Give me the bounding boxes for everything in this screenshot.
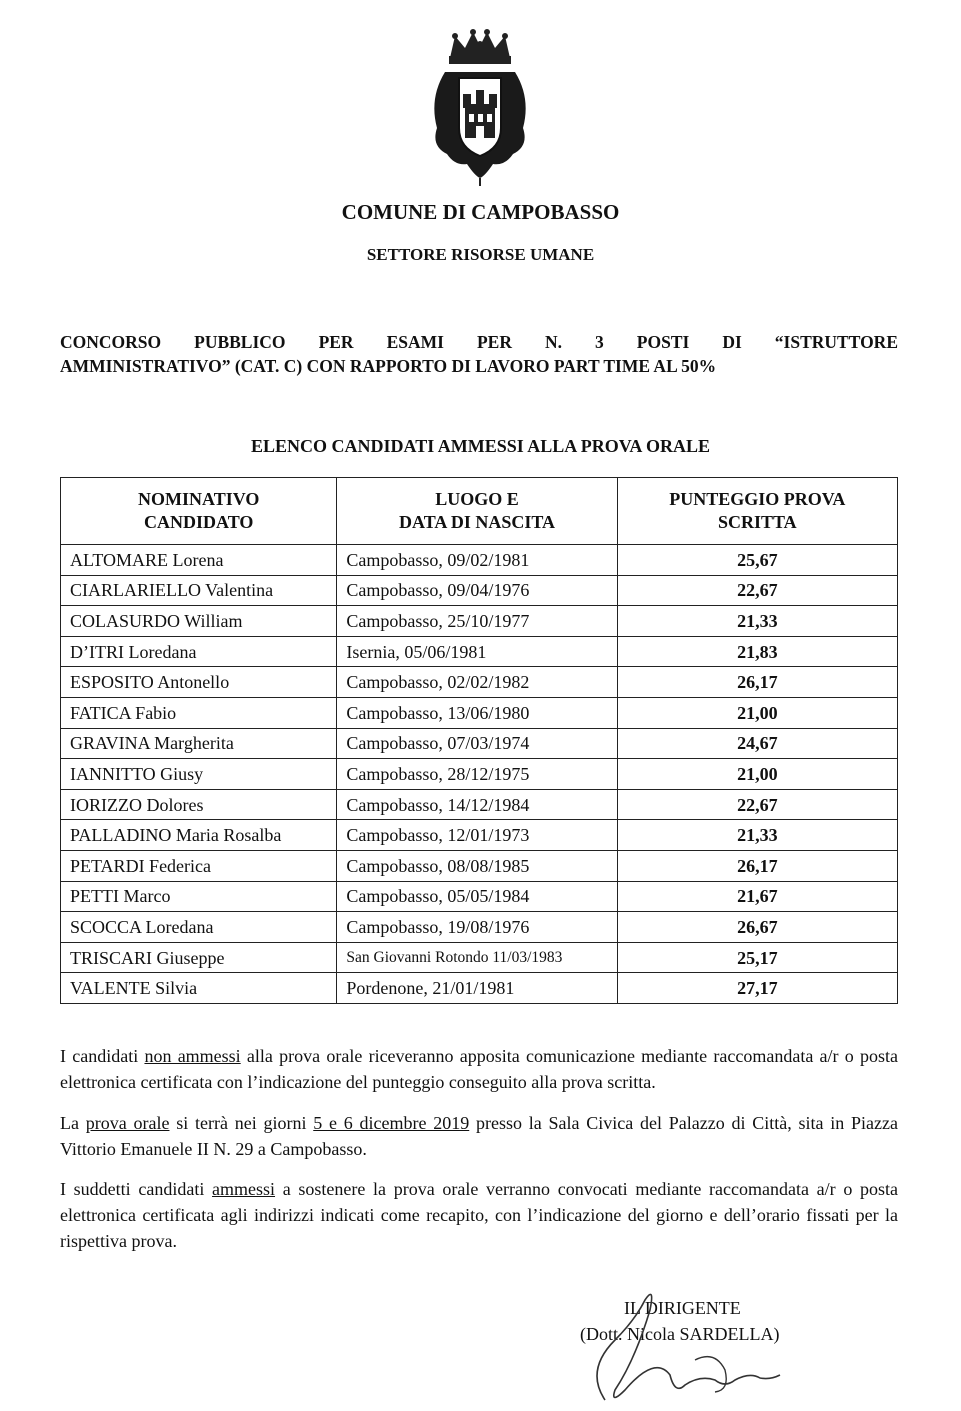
birth-place-date: Campobasso, 12/01/1973 [337, 820, 617, 851]
candidate-name: VALENTE Silvia [61, 973, 337, 1004]
header-score-line2: SCRITTA [717, 512, 797, 532]
birth-place-date: Campobasso, 19/08/1976 [337, 912, 617, 943]
candidate-name: FATICA Fabio [61, 697, 337, 728]
written-score: 21,00 [617, 759, 897, 790]
birth-place-date: San Giovanni Rotondo 11/03/1983 [337, 942, 617, 973]
table-row [61, 636, 898, 667]
text-segment: a sostenere la prova orale verranno convocati mediante raccomandata a/r o posta elettronica certificata agli indirizzi indicati come recapito, con l’indicazione del giorno e dell’orario fissati per la rispettiva prova. [60, 1179, 898, 1251]
table-row [61, 575, 898, 606]
text-segment: si terrà nei giorni [169, 1113, 314, 1133]
table-row [61, 850, 898, 881]
written-score: 22,67 [617, 789, 897, 820]
candidates-table [60, 477, 898, 1004]
birth-place-date: Campobasso, 09/04/1976 [337, 575, 617, 606]
written-score: 26,17 [617, 667, 897, 698]
candidate-name: SCOCCA Loredana [61, 912, 337, 943]
written-score: 25,67 [617, 545, 897, 576]
birth-place-date: Isernia, 05/06/1981 [337, 636, 617, 667]
written-score: 22,67 [617, 575, 897, 606]
header-birth-line1: LUOGO E [435, 489, 519, 509]
candidate-name: IORIZZO Dolores [61, 789, 337, 820]
handwritten-signature [575, 1280, 835, 1410]
paragraph-oral-exam-dates [60, 1110, 898, 1162]
competition-title-line1: CONCORSO PUBBLICO PER ESAMI PER N. 3 POSTI DI “ISTRUTTORE [60, 332, 898, 352]
signer-name: (Dott. Nicola SARDELLA) [580, 1324, 780, 1344]
header-score [617, 478, 897, 545]
underlined-date: 5 e 6 dicembre 2019 [313, 1113, 470, 1133]
written-score: 21,00 [617, 697, 897, 728]
list-title: ELENCO CANDIDATI AMMESSI ALLA PROVA ORALE [251, 436, 710, 456]
birth-place-date: Campobasso, 14/12/1984 [337, 789, 617, 820]
written-score: 21,83 [617, 636, 897, 667]
written-score: 21,33 [617, 820, 897, 851]
text-segment: presso la Sala Civica del Palazzo di Città, sita in Piazza Vittorio Emanuele II N. 29 a Campobasso. [60, 1113, 898, 1159]
underlined-text: ammessi [212, 1179, 276, 1199]
header-score-line1: PUNTEGGIO PROVA [669, 489, 846, 509]
text-segment: La [60, 1113, 86, 1133]
candidate-name: COLASURDO William [61, 606, 337, 637]
birth-place-date: Pordenone, 21/01/1981 [337, 973, 617, 1004]
table-row [61, 912, 898, 943]
birth-place-date: Campobasso, 28/12/1975 [337, 759, 617, 790]
birth-place-date: Campobasso, 05/05/1984 [337, 881, 617, 912]
birth-place-date: Campobasso, 07/03/1974 [337, 728, 617, 759]
table-row [61, 789, 898, 820]
municipality-title: COMUNE DI CAMPOBASSO [341, 200, 620, 224]
table-row [61, 545, 898, 576]
candidate-name: PETARDI Federica [61, 850, 337, 881]
table-row [61, 973, 898, 1004]
candidate-name: TRISCARI Giuseppe [61, 942, 337, 973]
written-score: 21,33 [617, 606, 897, 637]
header-name-line1: NOMINATIVO [138, 489, 260, 509]
written-score: 21,67 [617, 881, 897, 912]
candidate-name: D’ITRI Loredana [61, 636, 337, 667]
birth-place-date: Campobasso, 13/06/1980 [337, 697, 617, 728]
written-score: 25,17 [617, 942, 897, 973]
paragraph-not-admitted [60, 1043, 898, 1095]
written-score: 24,67 [617, 728, 897, 759]
coat-of-arms-icon [425, 28, 535, 188]
candidate-name: CIARLARIELLO Valentina [61, 575, 337, 606]
header-birth [337, 478, 617, 545]
header-name-line2: CANDIDATO [144, 512, 254, 532]
table-row [61, 881, 898, 912]
text-segment: alla prova orale riceveranno apposita comunicazione mediante raccomandata a/r o posta elettronica certificata con l’indicazione del punteggio conseguito alla prova scritta. [60, 1046, 899, 1092]
competition-title-line2: AMMINISTRATIVO” (CAT. C) CON RAPPORTO DI LAVORO PART TIME AL 50% [60, 356, 717, 376]
competition-title [60, 330, 898, 378]
candidate-name: GRAVINA Margherita [61, 728, 337, 759]
candidate-name: PETTI Marco [61, 881, 337, 912]
candidate-name: IANNITTO Giusy [61, 759, 337, 790]
written-score: 27,17 [617, 973, 897, 1004]
header-birth-line2: DATA DI NASCITA [399, 512, 556, 532]
table-row [61, 820, 898, 851]
underlined-text: non ammessi [144, 1046, 241, 1066]
underlined-text: prova orale [85, 1113, 170, 1133]
birth-place-date: Campobasso, 08/08/1985 [337, 850, 617, 881]
candidate-name: ALTOMARE Lorena [61, 545, 337, 576]
header-name [61, 478, 337, 545]
text-segment: I suddetti candidati [60, 1179, 213, 1199]
department-title: SETTORE RISORSE UMANE [366, 245, 595, 264]
candidate-name: ESPOSITO Antonello [61, 667, 337, 698]
written-score: 26,17 [617, 850, 897, 881]
table-row [61, 697, 898, 728]
table-row [61, 606, 898, 637]
table-header-row [61, 478, 898, 545]
table-row [61, 942, 898, 973]
signer-role: IL DIRIGENTE [624, 1298, 741, 1318]
table-row [61, 728, 898, 759]
text-segment: I candidati [60, 1046, 145, 1066]
table-row [61, 667, 898, 698]
birth-place-date: Campobasso, 25/10/1977 [337, 606, 617, 637]
birth-place-date: Campobasso, 09/02/1981 [337, 545, 617, 576]
birth-place-date: Campobasso, 02/02/1982 [337, 667, 617, 698]
table-row [61, 759, 898, 790]
candidate-name: PALLADINO Maria Rosalba [61, 820, 337, 851]
written-score: 26,67 [617, 912, 897, 943]
paragraph-admitted-convocation [60, 1176, 898, 1254]
